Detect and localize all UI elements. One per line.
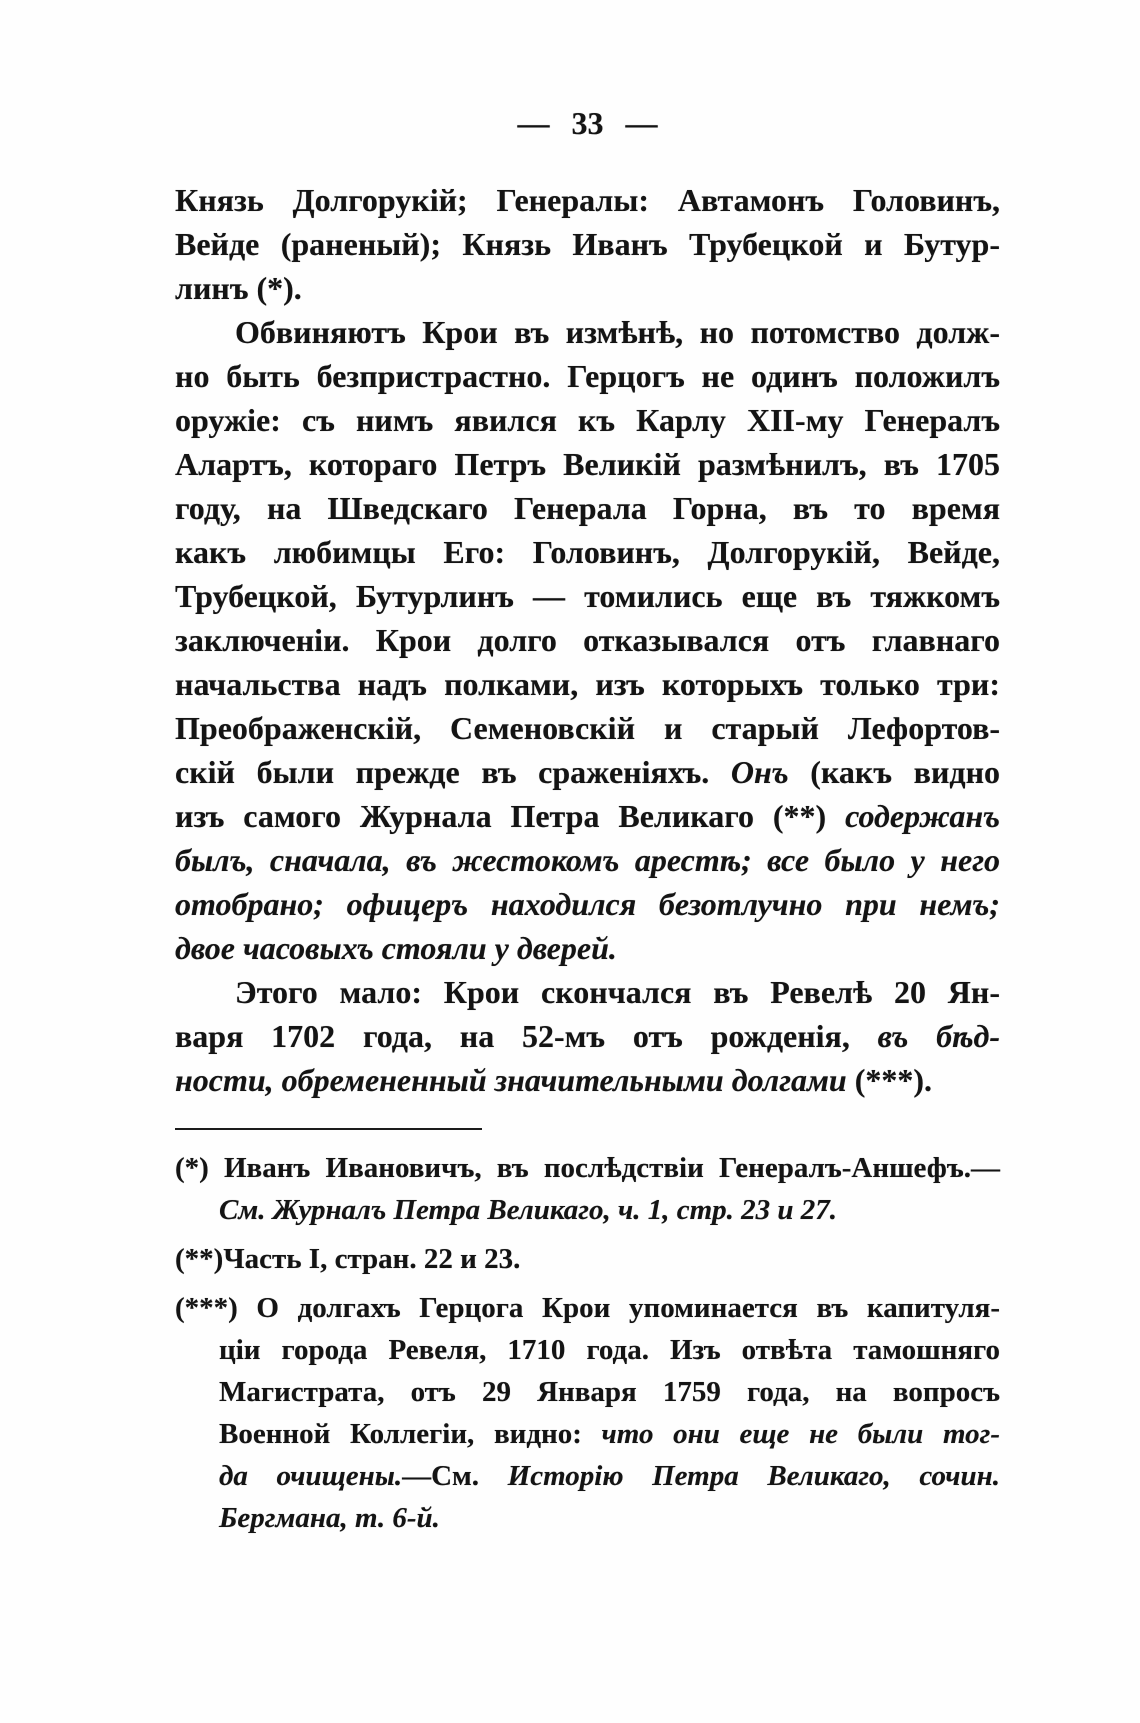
text-line [175, 1014, 1000, 1058]
text-line [175, 926, 1000, 970]
text-run: Магистрата, отъ 29 Января 1759 года, на вопросъ [219, 1376, 1000, 1408]
text-line [175, 530, 1000, 574]
text-run: Этого мало: Крои скончался въ Ревелѣ 20 Ян- [235, 974, 1000, 1010]
paragraph [175, 310, 1000, 970]
text-run: ціи города Ревеля, 1710 года. Изъ отвѣта тамошняго [219, 1334, 1000, 1366]
footnote-separator-rule [175, 1128, 482, 1130]
footnote-line [175, 1287, 1000, 1329]
text-run: (*) Иванъ Ивановичъ, въ послѣдствіи Генералъ-Аншефъ.— [175, 1152, 1000, 1184]
text-run: какъ любимцы Его: Головинъ, Долгорукій, Вейде, [175, 534, 1000, 570]
paragraph [175, 178, 1000, 310]
text-run: (какъ видно [788, 754, 1001, 790]
text-line [175, 222, 1000, 266]
text-line [175, 1058, 1000, 1102]
italic-text-run: былъ, сначала, въ жестокомъ арестѣ; все было у него [175, 842, 1000, 878]
text-line [175, 618, 1000, 662]
text-run: начальства надъ полками, изъ которыхъ только три: [175, 666, 1000, 702]
main-text [175, 178, 1000, 1102]
italic-text-run: Онъ [730, 754, 789, 790]
footnotes [175, 1147, 1000, 1539]
text-line [175, 970, 1000, 1014]
text-run: оружіе: съ нимъ явился къ Карлу XII-му Генералъ [175, 402, 1000, 438]
text-line [175, 398, 1000, 442]
footnote [175, 1287, 1000, 1539]
italic-text-run: ности, обремененный значительными долгами [175, 1062, 847, 1098]
italic-text-run: См. Журналъ Петра Великаго, ч. 1, стр. 23 и 27. [219, 1194, 838, 1226]
italic-text-run: въ бѣд- [877, 1018, 1001, 1054]
text-run: Вейде (раненый); Князь Иванъ Трубецкой и Бутур- [175, 226, 1000, 262]
text-line [175, 310, 1000, 354]
text-run: Князь Долгорукій; Генералы: Автамонъ Головинъ, [175, 182, 1000, 218]
footnote-line [175, 1329, 1000, 1371]
footnote-line [175, 1189, 1000, 1231]
text-line [175, 574, 1000, 618]
text-run: Трубецкой, Бутурлинъ — томились еще въ тяжкомъ [175, 578, 1000, 614]
footnote [175, 1147, 1000, 1231]
text-line [175, 662, 1000, 706]
footnote [175, 1238, 1000, 1280]
paragraph [175, 970, 1000, 1102]
italic-text-run: Исторію Петра Великаго, сочин. [507, 1460, 1000, 1492]
text-line [175, 442, 1000, 486]
text-run: заключеніи. Крои долго отказывался отъ главнаго [175, 622, 1000, 658]
text-run: Преображенскій, Семеновскій и старый Лефортов- [175, 710, 1000, 746]
footnote-line [175, 1455, 1000, 1497]
italic-text-run: отобрано; офицеръ находился безотлучно при немъ; [175, 886, 1000, 922]
text-run: (***). [846, 1062, 933, 1098]
text-run: —См. [402, 1460, 508, 1492]
text-run: линъ (*). [175, 270, 302, 306]
text-line [175, 486, 1000, 530]
text-run: (**)Часть I, стран. 22 и 23. [175, 1243, 521, 1275]
italic-text-run: что они еще не были тог- [601, 1418, 1001, 1450]
text-line [175, 354, 1000, 398]
footnote-line [175, 1413, 1000, 1455]
text-run: скій были прежде въ сраженіяхъ. [175, 754, 731, 790]
text-run: Алартъ, котораго Петръ Великій размѣнилъ, въ 1705 [175, 446, 1000, 482]
text-line [175, 794, 1000, 838]
text-line [175, 838, 1000, 882]
italic-text-run: содержанъ [845, 798, 1000, 834]
footnote-line [175, 1147, 1000, 1189]
text-run: Обвиняютъ Крои въ измѣнѣ, но потомство долж- [235, 314, 1000, 350]
text-run: Военной Коллегіи, видно: [219, 1418, 602, 1450]
text-run: изъ самого Журнала Петра Великаго (**) [175, 798, 846, 834]
italic-text-run: двое часовыхъ стояли у дверей. [175, 930, 617, 966]
text-line [175, 882, 1000, 926]
text-run: (***) О долгахъ Герцога Крои упоминается въ капитуля- [175, 1292, 1000, 1324]
text-run: варя 1702 года, на 52-мъ отъ рожденія, [175, 1018, 878, 1054]
text-run: году, на Шведскаго Генерала Горна, въ то время [175, 490, 1000, 526]
footnote-line [175, 1238, 1000, 1280]
text-line [175, 266, 1000, 310]
text-line [175, 750, 1000, 794]
text-run: но быть безпристрастно. Герцогъ не одинъ положилъ [175, 358, 1000, 394]
italic-text-run: Бергмана, т. 6-й. [219, 1502, 440, 1534]
italic-text-run: да очищены. [219, 1460, 403, 1492]
footnote-line [175, 1371, 1000, 1413]
text-line [175, 178, 1000, 222]
footnote-line [175, 1497, 1000, 1539]
page-number: — 33 — [517, 105, 658, 141]
text-line [175, 706, 1000, 750]
